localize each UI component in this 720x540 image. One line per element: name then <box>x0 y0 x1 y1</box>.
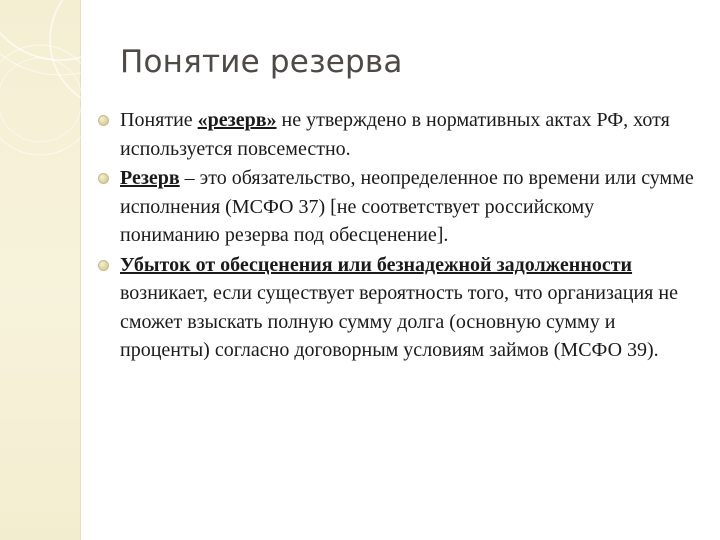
item-3-text: возникает, если существует вероятность того, что организация не сможет взыскать полную сумму долга (основную сумму и проценты) согласно договорным условиям займов (МСФО 39). <box>120 282 678 361</box>
bullet-list <box>98 106 698 366</box>
circle-bullet-icon <box>98 260 109 271</box>
slide-title: Понятие резерва <box>120 44 403 80</box>
list-item <box>98 106 698 163</box>
item-1-text: не утверждено в нормативных актах РФ, хотя используется повсеместно. <box>120 109 670 160</box>
circle-bullet-icon <box>98 115 109 126</box>
item-1-term: «резерв» <box>197 109 277 131</box>
circle-bullet-icon <box>98 173 109 184</box>
item-2-text: – это обязательство, неопределенное по времени или сумме исполнения (МСФО 37) [не соответствует российскому пониманию резерва под обесценение]. <box>120 167 694 246</box>
item-2-term: Резерв <box>120 167 180 189</box>
list-item <box>98 251 698 365</box>
list-item <box>98 164 698 250</box>
item-1-pre: Понятие <box>120 109 198 131</box>
item-3-term: Убыток от обесценения или безнадежной задолженности <box>120 253 633 276</box>
